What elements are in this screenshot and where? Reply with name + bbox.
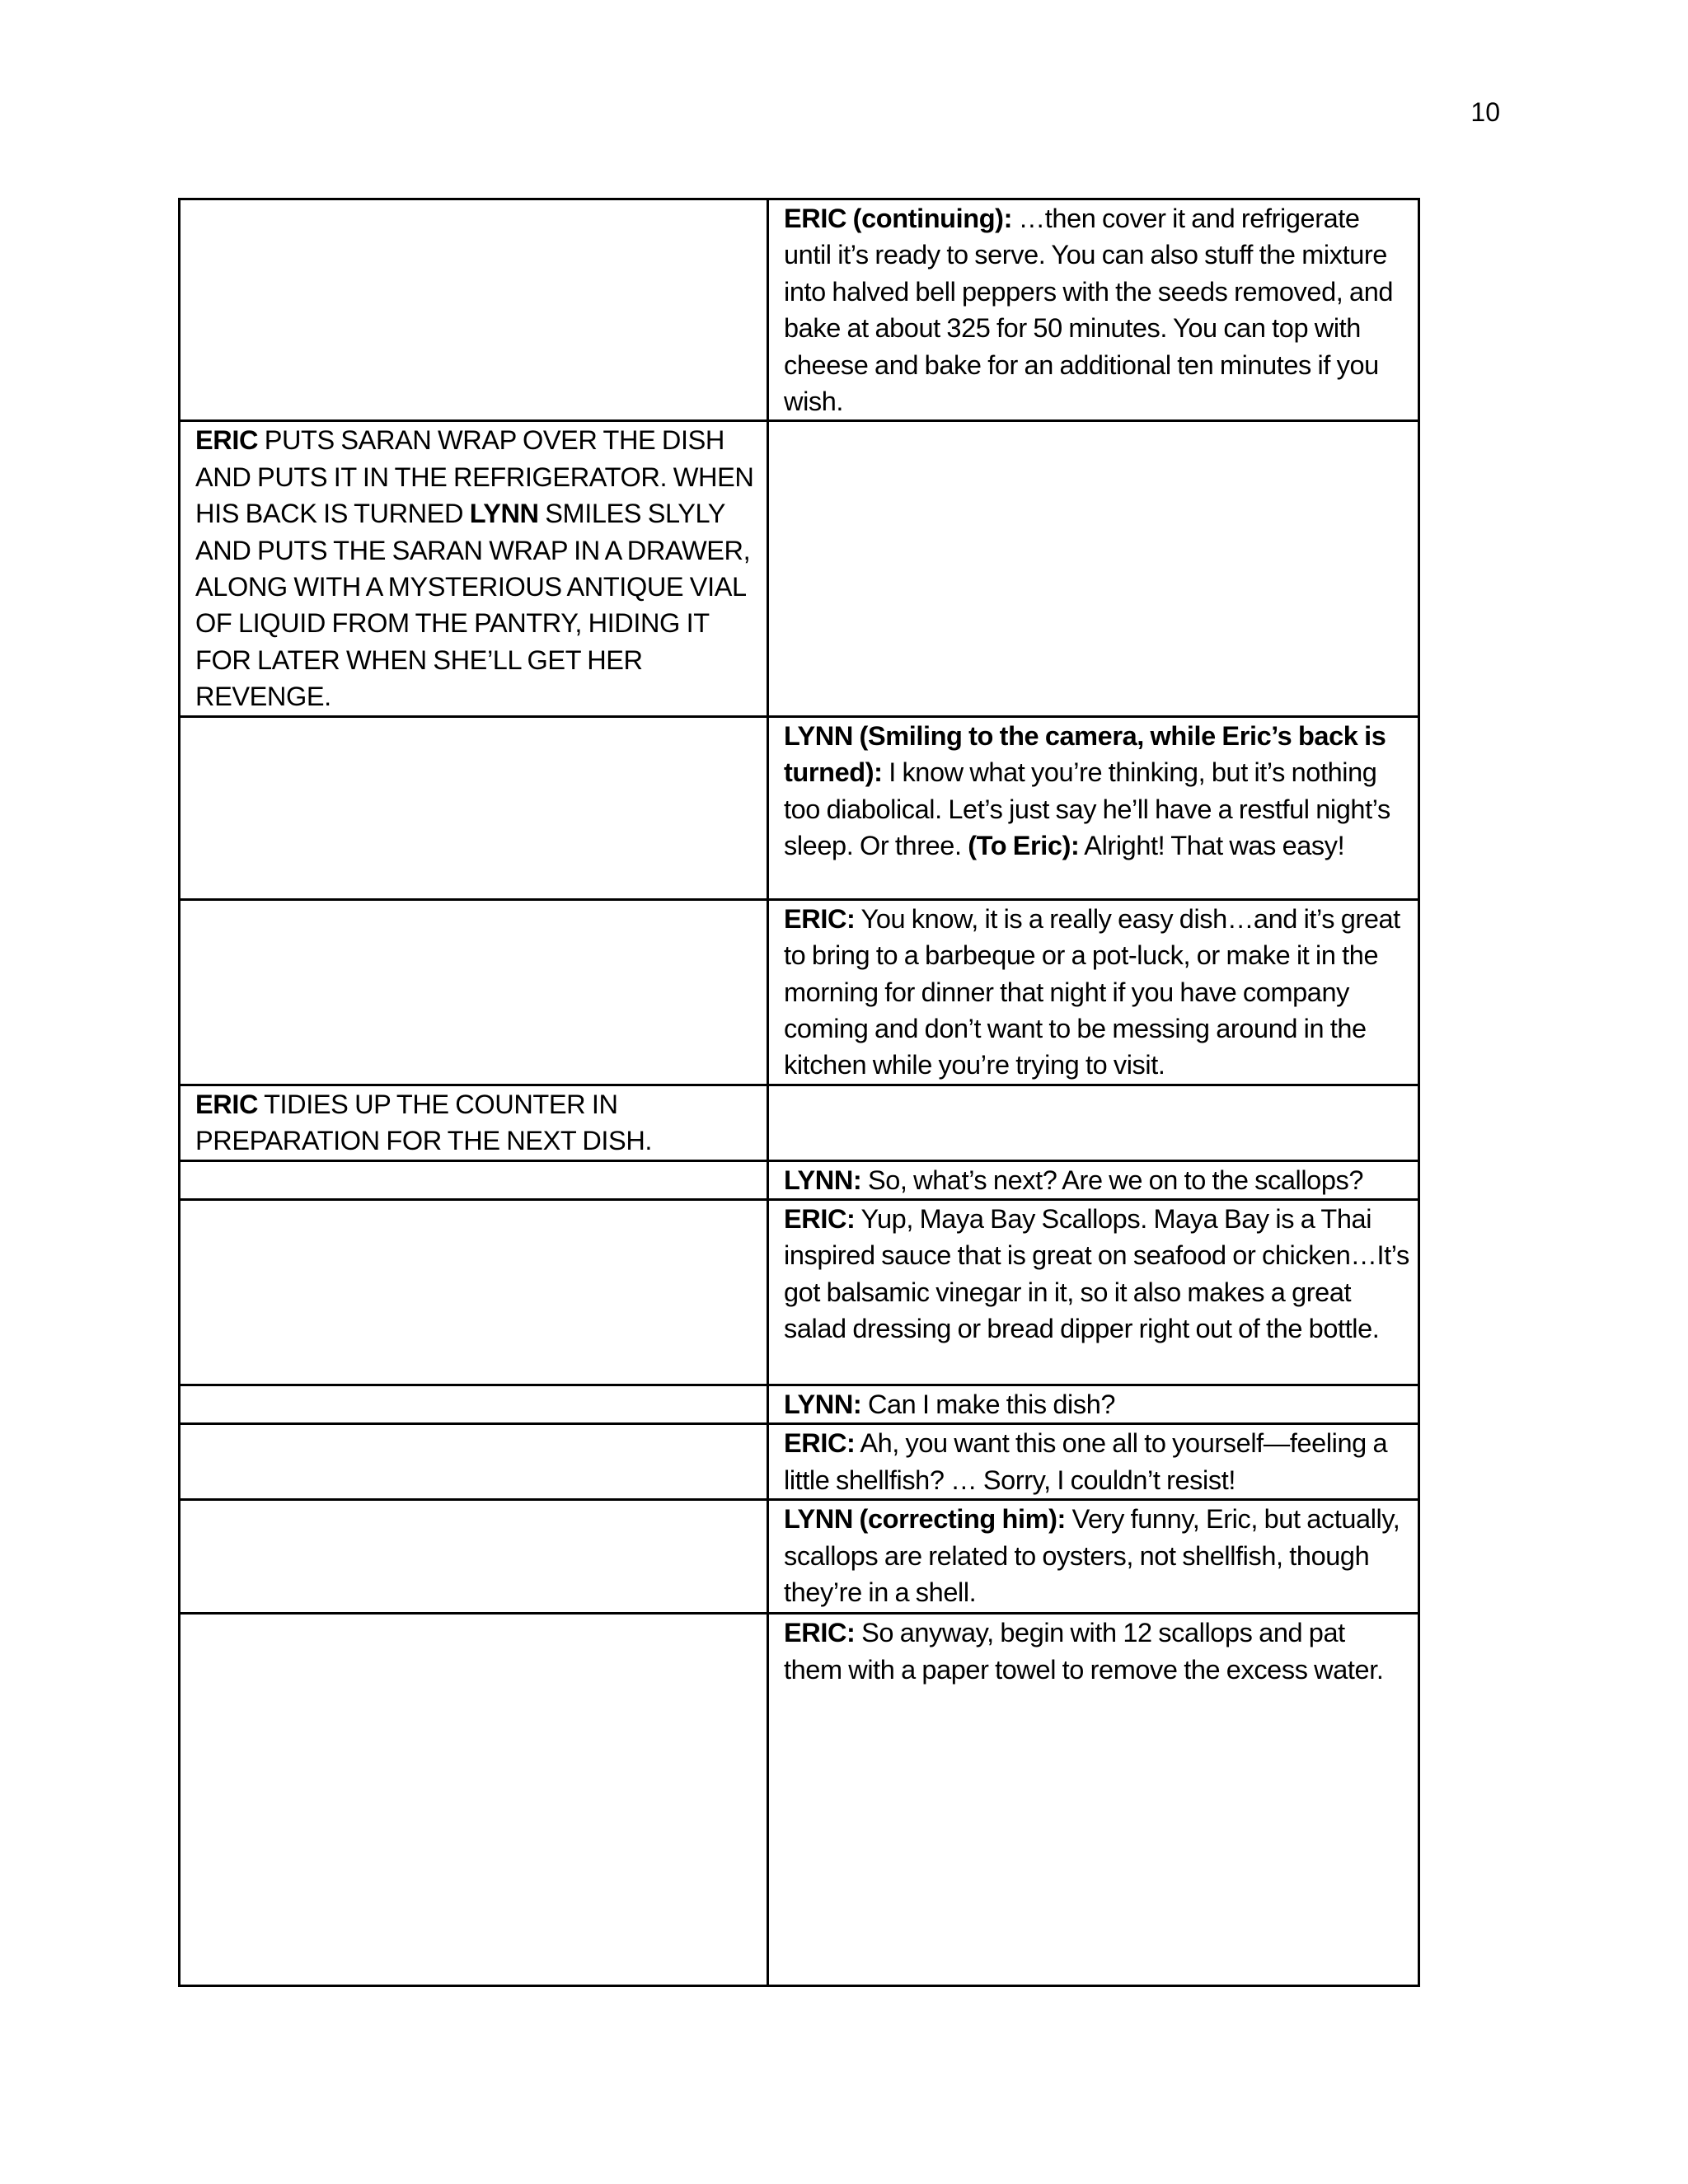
script-text: So, what’s next? Are we on to the scallops? — [861, 1165, 1364, 1195]
speaker-cue: ERIC: — [784, 1428, 856, 1459]
speaker-cue: LYNN (correcting him): — [784, 1504, 1066, 1535]
action-cell — [180, 1500, 768, 1614]
speaker-cue: ERIC — [195, 425, 259, 456]
action-cell — [180, 1385, 768, 1423]
speaker-cue: LYNN: — [784, 1389, 862, 1419]
dialogue-cell — [768, 1424, 1419, 1500]
dialogue-cell — [768, 1199, 1419, 1385]
script-text: Can I make this dish? — [861, 1389, 1116, 1419]
table-row — [180, 899, 1419, 1085]
speaker-cue: LYNN (Smiling to the camera, while Eric’s back is turned): — [784, 720, 1386, 788]
table-row — [180, 1385, 1419, 1423]
script-text: Very funny, Eric, but actually, scallops are related to oysters, not shellfish, though they’re in a shell. — [784, 1504, 1400, 1607]
page-number: 10 — [1470, 97, 1500, 127]
dialogue-cell — [768, 1614, 1419, 1986]
action-cell — [180, 1614, 768, 1986]
script-text: SMILES SLYLY AND PUTS THE SARAN WRAP IN A DRAWER, ALONG WITH A MYSTERIOUS ANTIQUE VIAL OF LIQUID FROM THE PANTRY, HIDING IT FOR LATER WHEN SHE’LL GET HER REVENGE. — [195, 499, 751, 712]
action-cell — [180, 421, 768, 716]
action-cell — [180, 199, 768, 421]
script-text: …then cover it and refrigerate until it’s ready to serve. You can also stuff the mixture into halved bell peppers with the seeds removed, and bake at about 325 for 50 minutes. You can top with cheese and bake for an additional ten minutes if you wish. — [784, 204, 1394, 417]
dialogue-cell — [768, 899, 1419, 1085]
dialogue-cell — [768, 1500, 1419, 1614]
table-row — [180, 1160, 1419, 1199]
action-cell — [180, 1424, 768, 1500]
dialogue-cell — [768, 1085, 1419, 1160]
dialogue-cell — [768, 1160, 1419, 1199]
speaker-cue: ERIC: — [784, 1203, 856, 1234]
action-cell — [180, 1085, 768, 1160]
dialogue-cell — [768, 421, 1419, 716]
dialogue-cell — [768, 199, 1419, 421]
action-cell — [180, 716, 768, 899]
speaker-cue: ERIC: — [784, 1618, 856, 1648]
speaker-cue: LYNN — [469, 499, 539, 529]
table-row — [180, 1199, 1419, 1385]
speaker-cue: ERIC (continuing): — [784, 204, 1013, 233]
script-text: PUTS SARAN WRAP OVER THE DISH AND PUTS IT IN THE REFRIGERATOR. WHEN HIS BACK IS TURNED — [195, 425, 754, 529]
table-row — [180, 716, 1419, 899]
script-text: Yup, Maya Bay Scallops. Maya Bay is a Thai inspired sauce that is great on seafood or chicken…It’s got balsamic vinegar in it, so it also makes a great salad dressing or bread dipper right out of the bottle. — [784, 1203, 1409, 1344]
table-row — [180, 1614, 1419, 1986]
dialogue-cell — [768, 716, 1419, 899]
script-text: I know what you’re thinking, but it’s nothing too diabolical. Let’s just say he’ll have a restful night’s sleep. Or three. — [784, 757, 1390, 860]
script-text: You know, it is a really easy dish…and it’s great to bring to a barbeque or a pot-luck, or make it in the morning for dinner that night if you have company coming and don’t want to be messing around in the kitchen while you’re trying to visit. — [784, 903, 1400, 1080]
script-table — [178, 198, 1420, 1987]
script-text: So anyway, begin with 12 scallops and pat them with a paper towel to remove the excess water. — [784, 1618, 1384, 1685]
script-text: Alright! That was easy! — [1079, 830, 1345, 860]
table-row — [180, 1500, 1419, 1614]
action-cell — [180, 1160, 768, 1199]
script-text: Ah, you want this one all to yourself—feeling a little shellfish? … Sorry, I couldn’t resist! — [784, 1428, 1388, 1495]
script-text: TIDIES UP THE COUNTER IN PREPARATION FOR THE NEXT DISH. — [195, 1089, 653, 1156]
speaker-cue: (To Eric): — [968, 830, 1080, 860]
table-row — [180, 1085, 1419, 1160]
table-row — [180, 1424, 1419, 1500]
speaker-cue: ERIC — [195, 1089, 259, 1119]
speaker-cue: LYNN: — [784, 1165, 862, 1195]
dialogue-cell — [768, 1385, 1419, 1423]
action-cell — [180, 899, 768, 1085]
speaker-cue: ERIC: — [784, 903, 856, 934]
table-row — [180, 421, 1419, 716]
action-cell — [180, 1199, 768, 1385]
table-row — [180, 199, 1419, 421]
